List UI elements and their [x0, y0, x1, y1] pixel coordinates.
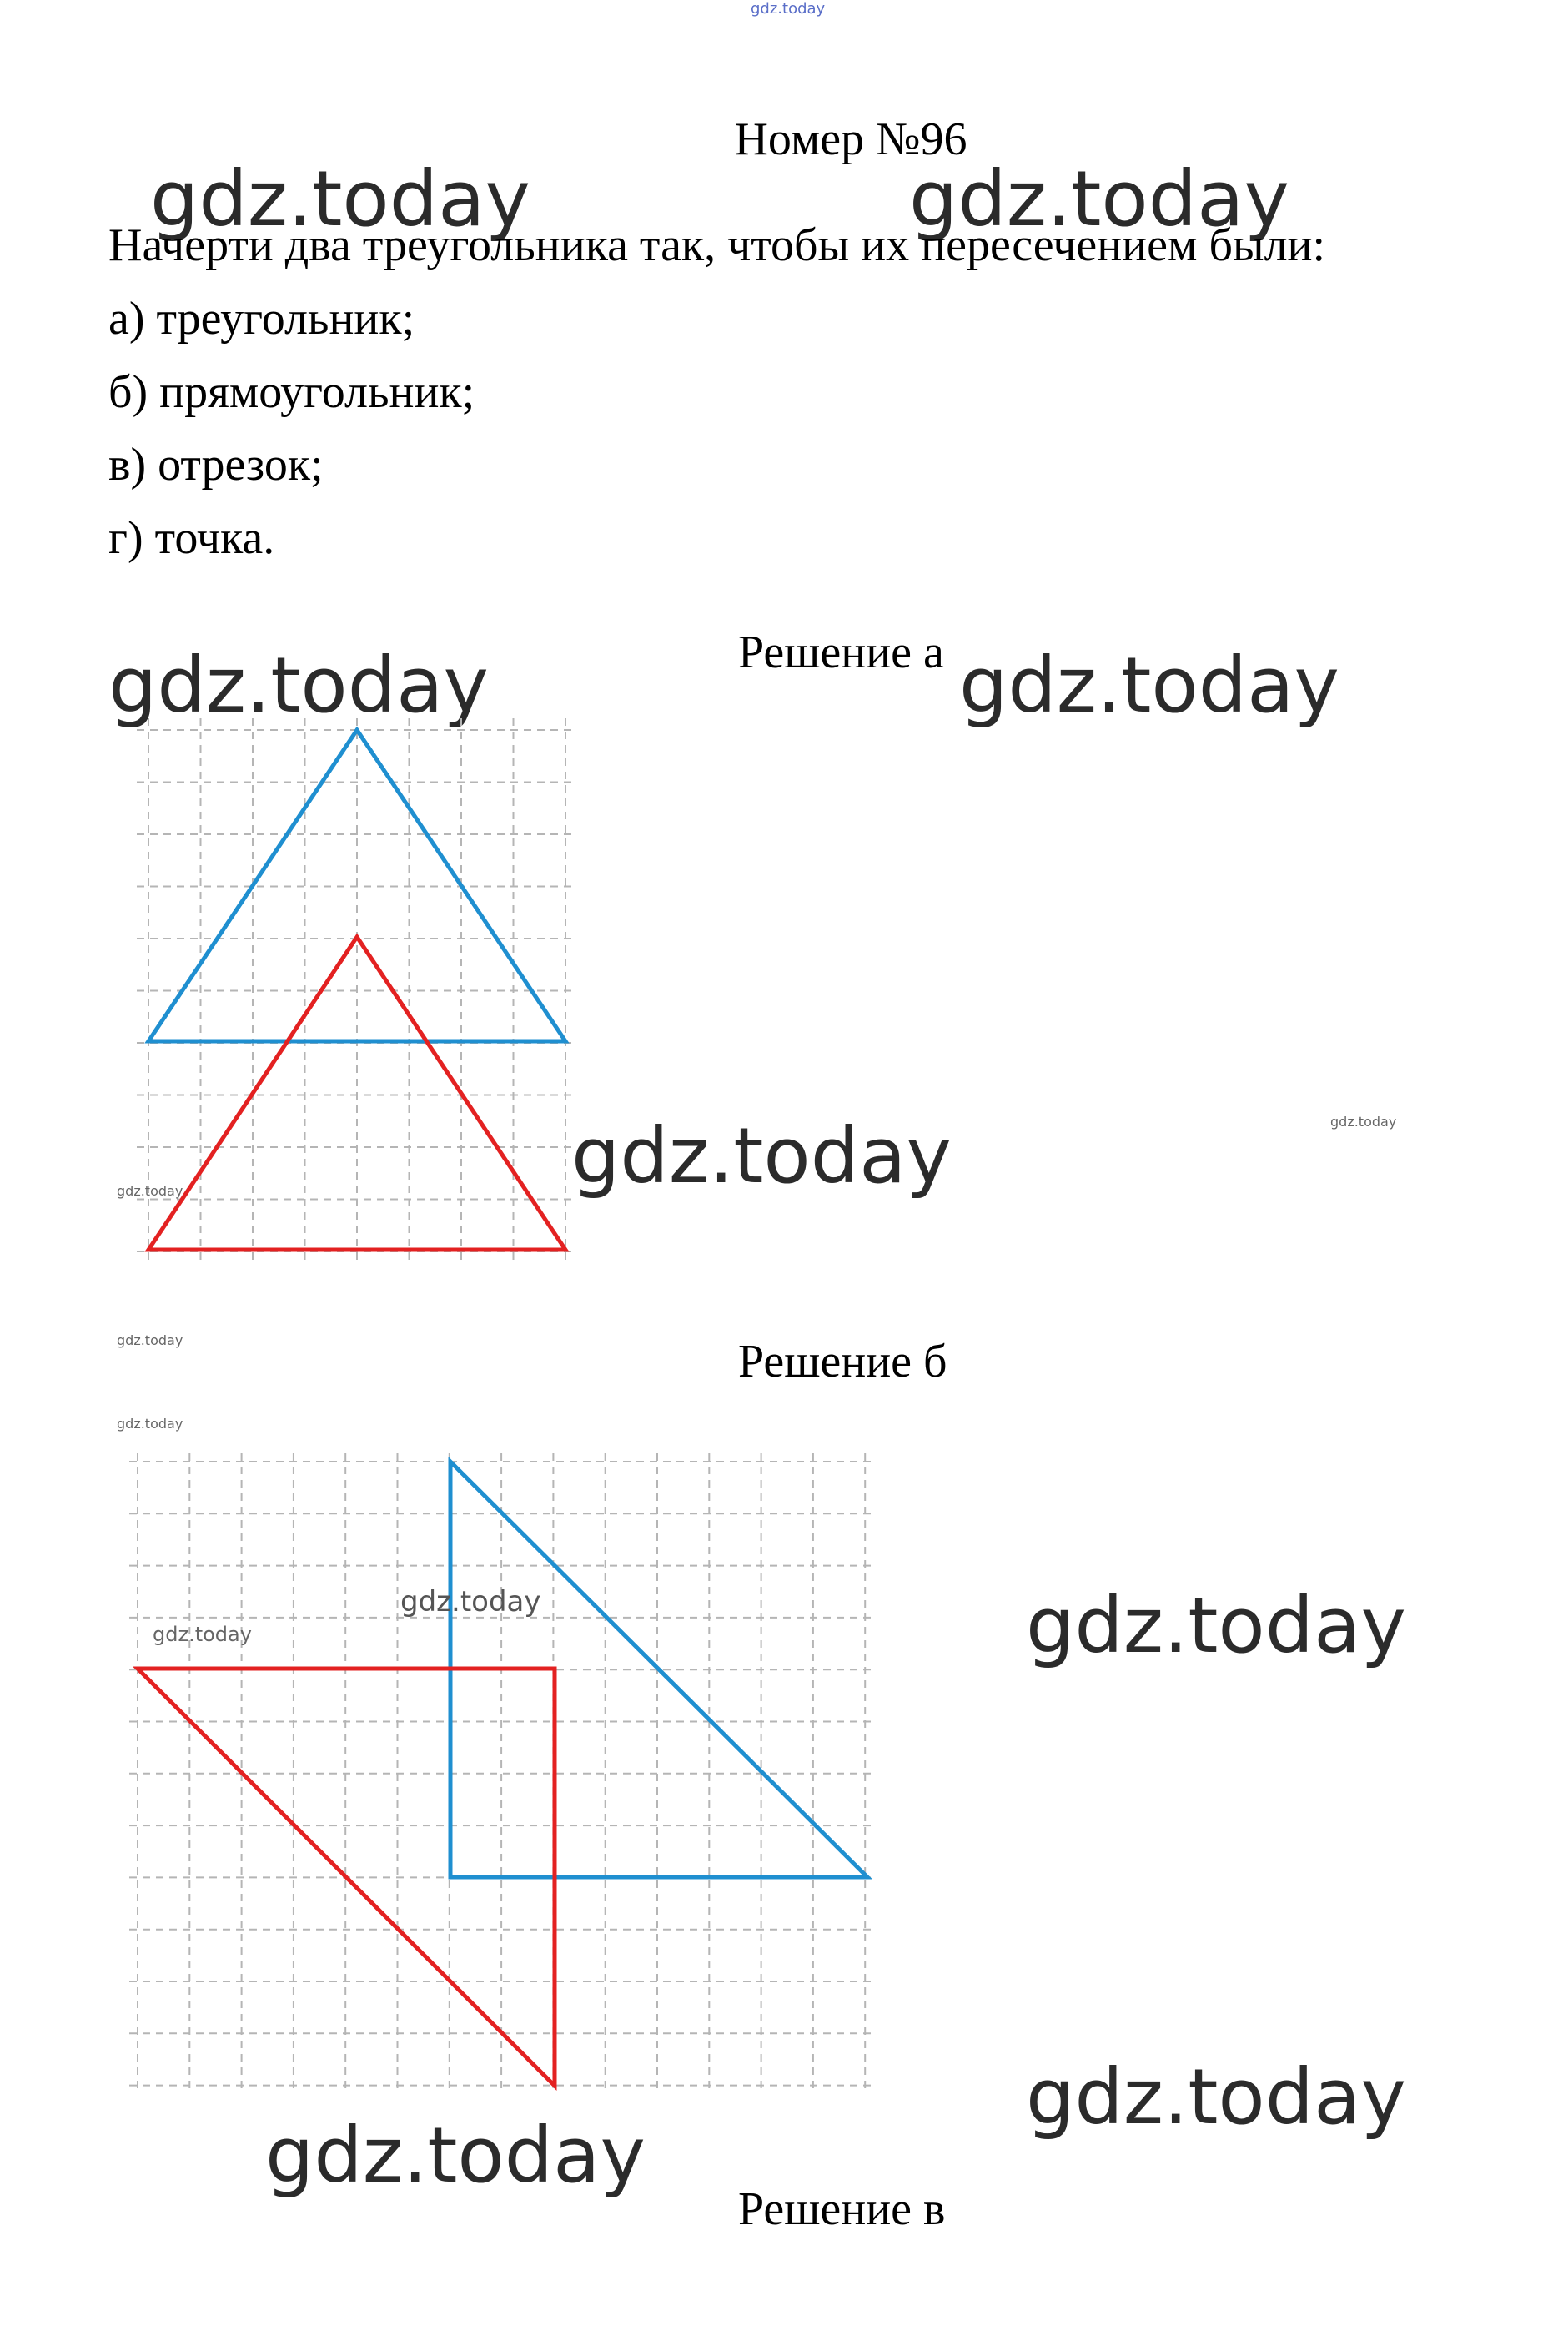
watermark-small: gdz.today: [117, 1332, 183, 1348]
solution-a-figure: [117, 722, 584, 1289]
solution-b-figure: [108, 1428, 892, 2129]
task-item-c: в) отрезок;: [108, 439, 324, 491]
solution-b-heading: Решение б: [738, 1336, 947, 1387]
watermark-small: gdz.today: [117, 1416, 183, 1432]
watermark: gdz.today: [909, 154, 1289, 244]
watermark: gdz.today: [959, 641, 1339, 730]
watermark: gdz.today: [1026, 2052, 1406, 2142]
task-item-a: а) треугольник;: [108, 293, 415, 345]
watermark: gdz.today: [108, 641, 489, 730]
task-text: Начерти два треугольника так, чтобы их пересечением были:: [108, 219, 1326, 271]
task-item-b: б) прямоугольник;: [108, 366, 475, 418]
task-item-d: г) точка.: [108, 512, 275, 564]
watermark-small: gdz.today: [117, 1183, 183, 1199]
watermark: gdz.today: [150, 154, 530, 244]
solution-a-heading: Решение а: [738, 627, 944, 678]
watermark: gdz.today: [1026, 1581, 1406, 1670]
watermark-top: gdz.today: [751, 0, 826, 18]
watermark-small: gdz.today: [153, 1623, 252, 1646]
page-title: Номер №96: [734, 113, 967, 165]
watermark-small: gdz.today: [1330, 1114, 1397, 1130]
watermark: gdz.today: [265, 2111, 646, 2200]
watermark-medium: gdz.today: [400, 1585, 541, 1619]
solution-c-heading: Решение в: [738, 2183, 946, 2235]
watermark: gdz.today: [571, 1111, 952, 1201]
